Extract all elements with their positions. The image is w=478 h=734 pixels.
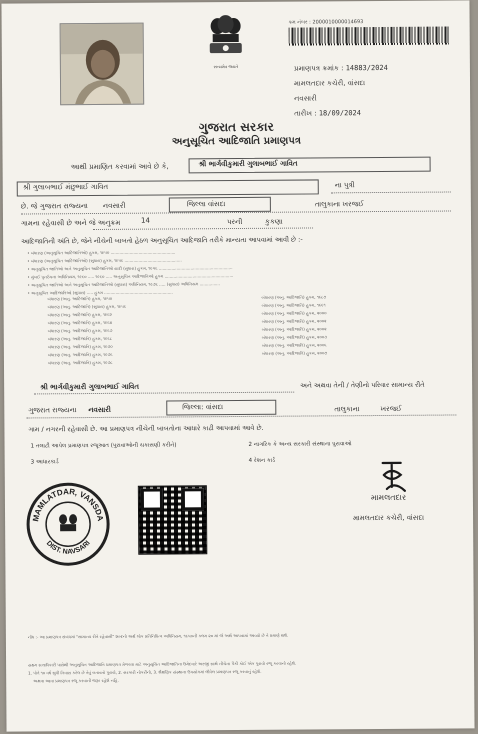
government-title: ગુજરાત સરકાર [198,119,274,135]
state-prefix: છે. જે ગુજરાત રાજ્યના [20,202,88,211]
barcode [289,19,449,46]
line4-rule [93,227,313,230]
orders-col-left: બંધારણ (અનુ. આદિજાતિ) હુકમ, ૧૯૫૦ બંધારણ (અનુ. આદિજાતિ) (સુધારા) હુકમ, ૧૯૫૬ બંધારણ (અનુ. આદિજાતિ) હુકમ, ૧૯૬૨ બંધારણ (અનુ. આદિજાતિ) હુકમ, ૧૯૬૪ બંધારણ (અનુ. આદિજાતિ) હુકમ, ૧૯૬૭ બંધારણ (અનુ. આદિજાતિ) હુકમ, ૧૯૬૮ બંધારણ (અનુ. આદિજાતિ) હુકમ, ૧૯૭૦ બંધારણ (અનુ. આદિજાતિ) હુકમ, ૧૯૭૬ બંધારણ (અનુ. આદિજાતિ) હુકમ, ૧૯૭૮ [47,295,127,366]
person-village: ખરજઈ [380,404,402,414]
svg-text:DIST. NAVSARI [45,540,92,556]
certificate-title: અનુસૂચિત આદિજાતિ પ્રમાણપત્ર [171,135,302,148]
basis-4: 4 રેશન કાર્ડ [248,457,276,464]
issue-date: 18/09/2024 [318,109,361,118]
applicant-name: શ્રી ભાર્ગવીકુમારી ગુલાબભાઈ ગાવિત [198,159,298,169]
district-name: નવસારી [294,94,317,103]
signature-designation: મામલતદાર [370,492,407,503]
residence-rule [26,414,456,418]
cert-no: 14883/2024 [345,63,388,73]
footer-note: નોંધ :- આ પ્રમાણપત્ર સંબંધમાં "સામાન્ય રીતે રહેવાસી" શબ્દનો અર્થ લોક પ્રતિનિધિત્વ અધિનિયમ, ૧૯૫૦ની કલમ ૨૦ માં જે અર્થ આપવામાં આવ્યો છે તે પ્રમાણે થશે. [27,632,289,640]
person-name: શ્રી ભાર્ગવીકુમારી ગુલાબભાઈ ગાવિત [40,382,140,392]
basis-3: 3 આધારકાર્ડ [30,459,59,466]
serial-on: પરની [226,217,243,227]
certificate-header-info [294,61,388,122]
serial-text: ગામના રહેવાસી છે અને જે અનુક્રમ [20,218,121,228]
emblem-caption: સત્યમેવ જયતે [213,63,239,70]
applicant-photo [60,23,145,106]
res-district: નવસારી [102,201,126,210]
basis-1: 1 તલાટી આપેલ પ્રમાણપત્ર રજૂઆત (પુરાવાઓની ચકાસણી કરીને) [30,442,177,450]
res-jilla: જિલ્લા વાંસદા [186,200,226,209]
national-emblem [204,12,248,70]
certificate-paper [1,0,474,731]
taluka-label: તાલુકાના [334,405,360,414]
signature-office: મામલતદાર કચેરી, વાંસદા [353,513,425,523]
orders-list: • બંધારણ (અનુસૂચિત આદિજાતિઓ) હુકમ, ૧૯૫૦ ................................................... • બંધારણ (અનુસૂચિત આદિજાતિઓ) (સુધારા) હુકમ, ૧૯૫૬ ............................................. • અનુસૂચિત જાતિઓ અને અનુસૂચિત આદિજાતિઓ યાદી (સુધારા) હુકમ, ૧૯૫૬ .......................................................... • મુંબઈ પુનર્રચના અધિનિયમ, ૧૯૬૦ ..... ૧૯૬૦ ..... અનુસૂચિત આદિજાતિઓ હુકમ ...................................................... • અનુસૂચિત જાતિઓ અને અનુસૂચિત આદિજાતિઓ (સુધારા) અધિનિયમ, ૧૯૭૬ ..... (સુધારા) અધિનિયમ ................ • અનુસૂચિત આદિજાતિઓ (સુધારા) ..... હુકમ ...................................................... [27,249,234,296]
person-district: નવસારી [88,405,111,415]
barcode-label: ક્રમ નંબર : 2000010000014693 [288,19,364,26]
cert-no-label: પ્રમાણપત્ર ક્રમાંક : [293,64,344,73]
footer-instructions: સક્ષમ સત્તાધિકારી પાસેથી અનુસૂચિત આદિજાતિ પ્રમાણપત્ર મેળવવા માટે અનુસૂચિત આદિજાતિના ઉમેદવારે અરજી સાથે નીચેના પૈકી કોઈ એક પુરાવો રજૂ કરવાનો રહેશે. 1. પોતે ૧૦ વર્ષ સુધી નિવાસ કરેલ છે તેવું બતાવતો પુરાવો, 2. સરકારી નોકરીનો, 3. શૈક્ષણિક સંસ્થાના ઉપયોગમાં લીધેલ પ્રમાણપત્ર રજૂ કરવાનું રહેશે. અથવા આવા પ્રમાણપત્ર રજૂ કરવાની જરૂર રહેશે નહિ. [28,660,297,684]
seal-bottom-text: DIST. NAVSARI [44,539,92,556]
person-jilla: જિલ્લા: વાંસદા [182,403,224,412]
orders-col-right: બંધારણ (અનુ. આદિજાતિ) હુકમ, ૧૯૮૭ બંધારણ (અનુ. આદિજાતિ) હુકમ, ૧૯૯૧ બંધારણ (અનુ. આદિજાતિ) હુકમ, ૨૦૦૦ બંધારણ (અનુ. આદિજાતિ) હુકમ, ૨૦૦૨ બંધારણ (અનુ. આદિજાતિ) હુકમ, ૨૦૦૨ બંધારણ (અનુ. આદિજાતિ) હુકમ, ૨૦૦૩ બંધારણ (અનુ. આદિજાતિ) હુકમ, ૨૦૦૬ બંધારણ (અનુ. આદિજાતિ) હુકમ, ૨૦૦૭ [261,294,328,356]
barcode-bars [289,27,449,46]
seal-top-text: MAMLATDAR, VANSDA [31,487,105,523]
office-name: મામલતદાર કચેરી, વાંસદા [294,79,366,88]
date-label: તારીખ : [294,109,317,118]
recognition-text: આદિજાતિની અંતિ છે, જેને નીચેની બાબતો હેઠળ અનુસૂચિત આદિજાતિ તરીકે માન્યતા આપવામાં આવી છે :- [21,235,303,246]
family-text: અને અથવા તેની / તેણીનો પરિવાર સામાન્ય રીતે [300,380,425,390]
line3-rule [21,211,451,215]
father-name: શ્રી ગુલાબભાઈ મંછુભાઈ ગાવિત [22,182,109,192]
basis-2: 2 નાગરિક કે અન્ય સરકારી સંસ્થાના પુરાવાઓ [248,441,352,448]
mamlatdar-seal [25,481,112,568]
certify-text: આથી પ્રમાણિત કરવામાં આવે છે કે, [70,162,169,172]
verification-qr-code [138,485,207,554]
state-label: ગુજરાત રાજ્યના [28,406,77,415]
serial-no: 14 [140,216,150,225]
residence-text: ગામ / નગરની રહેવાસી છે. આ પ્રમાણપત્ર નીચેની બાબતોના આધારે કાઢી આપવામાં આવે છે. [28,423,264,434]
signature-mark [375,457,415,497]
caste-name: કુકણા [264,217,283,226]
res-taluka: તાલુકાના ખરજઈ [314,200,364,209]
relation: ના પુત્રી [334,181,355,190]
relation-line [331,192,451,194]
